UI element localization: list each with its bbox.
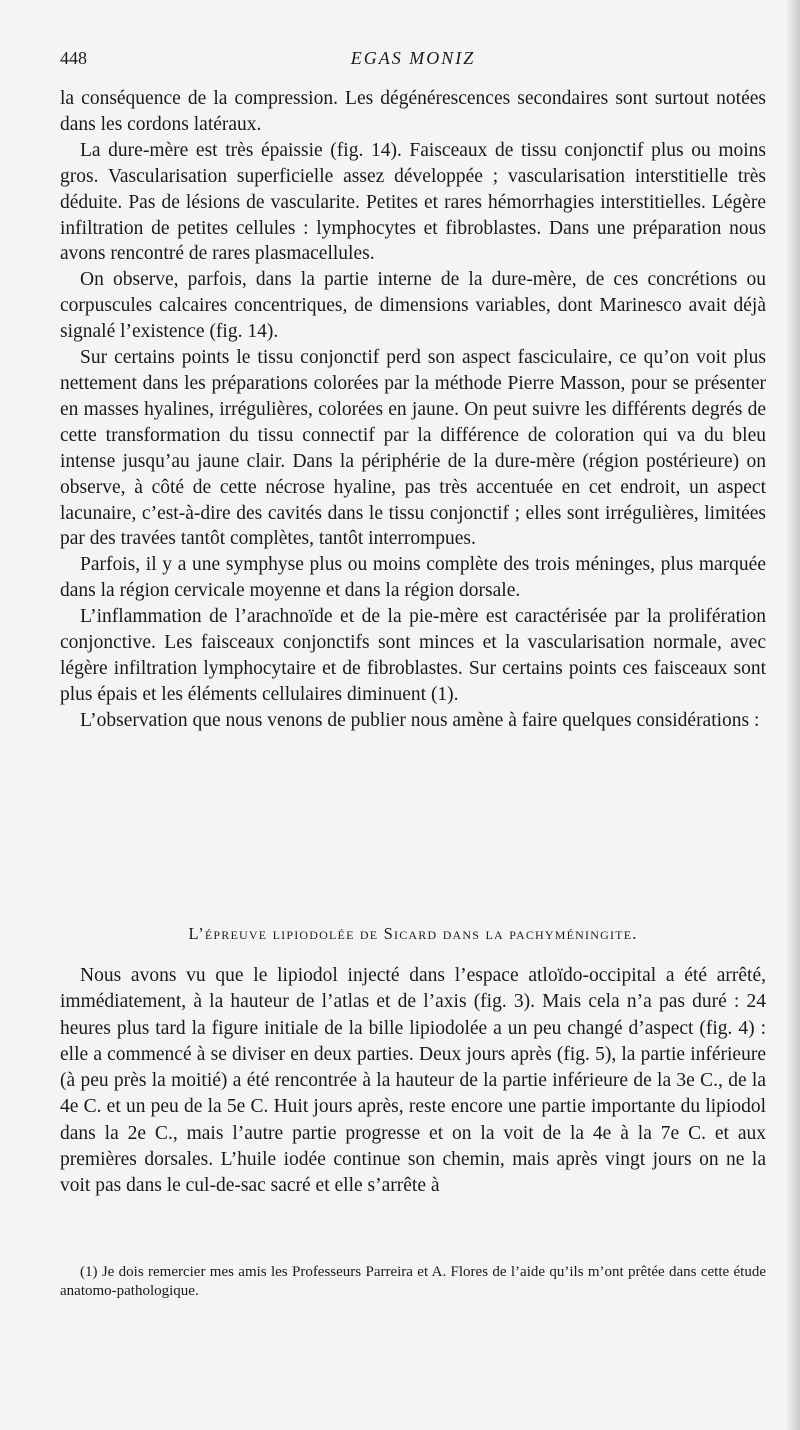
paragraph: L’observation que nous venons de publier nous amène à faire quelques considérations : <box>80 709 760 731</box>
page-header <box>60 48 766 78</box>
paragraph: Sur certains points le tissu conjonctif perd son aspect fasciculaire, ce qu’on voit plus nettement dans les préparations colorées par la méthode Pierre Masson, pour se présenter en masses hyalines, irrégulières, colorées en jaune. On peut suivre les différents degrés de cette transformation du tissu connectif par la différence de coloration qui va du bleu intense jusqu’au jaune clair. Dans la périphérie de la dure-mère (région postérieure) on observe, à côté de cette nécrose hyaline, pas très accentuée en cet endroit, un aspect lacunaire, c’est-à-dire des cavités dans le tissu conjonctif ; elles sont irrégulières, limitées par des travées tantôt complètes, tantôt interrompues. <box>60 347 766 550</box>
paragraph: la conséquence de la compression. Les dégénérescences secondaires sont surtout notées dans les cordons latéraux. <box>60 88 766 135</box>
running-head: EGAS MONIZ <box>350 48 476 68</box>
body-text <box>60 86 766 734</box>
page-number: 448 <box>60 48 87 68</box>
footnote-text: (1) Je dois remercier mes amis les Professeurs Parreira et A. Flores de l’aide qu’ils m’ont prêtée dans cette étude anatomo-pathologique. <box>60 1264 766 1299</box>
section-title: L’épreuve lipiodolée de Sicard dans la pachyméningite. <box>188 924 638 943</box>
paragraph: Nous avons vu que le lipiodol injecté dans l’espace atloïdo-occipital a été arrêté, immédiatement, à la hauteur de l’atlas et de l’axis (fig. 3). Mais cela n’a pas duré : 24 heures plus tard la figure initiale de la bille lipiodolée a un peu changé d’aspect (fig. 4) : elle a commencé à se diviser en deux parties. Deux jours après (fig. 5), la partie inférieure (à peu près la moitié) a été rencontrée à la hauteur de la partie inférieure de la 3e C., de la 4e C. et un peu de la 5e C. Huit jours après, reste encore une partie importante du lipiodol dans la 2e C., mais l’autre partie progresse et on la voit de la 4e à la 7e C. et aux premières dorsales. L’huile iodée continue son chemin, mais après vingt jours on ne la voit pas dans le cul-de-sac sacré et elle s’arrête à <box>60 965 766 1197</box>
paragraph: On observe, parfois, dans la partie interne de la dure-mère, de ces concrétions ou corpuscules calcaires concentriques, de dimensions variables, dont Marinesco avait déjà signalé l’existence (fig. 14). <box>60 269 766 343</box>
footnote <box>60 1263 766 1301</box>
paragraph: L’inflammation de l’arachnoïde et de la pie-mère est caractérisée par la prolifération conjonctive. Les faisceaux conjonctifs sont minces et la vascularisation normale, avec légère infiltration lymphocytaire et de fibroblastes. Sur certains points ces faisceaux sont plus épais et les éléments cellulaires diminuent (1). <box>60 606 766 705</box>
section-body <box>60 963 766 1200</box>
paragraph: Parfois, il y a une symphyse plus ou moins complète des trois méninges, plus marquée dans la région cervicale moyenne et dans la région dorsale. <box>60 554 766 602</box>
paragraph: La dure-mère est très épaissie (fig. 14). Faisceaux de tissu conjonctif plus ou moins gros. Vascularisation superficielle assez développée ; vascularisation interstitielle très déduite. Pas de lésions de vascularite. Petites et rares hémorrhagies interstitielles. Légère infiltration de petites cellules : lymphocytes et fibroblastes. Dans une préparation nous avons rencontré de rares plasmacellules. <box>60 139 766 265</box>
page-edge-shadow <box>786 0 800 1430</box>
